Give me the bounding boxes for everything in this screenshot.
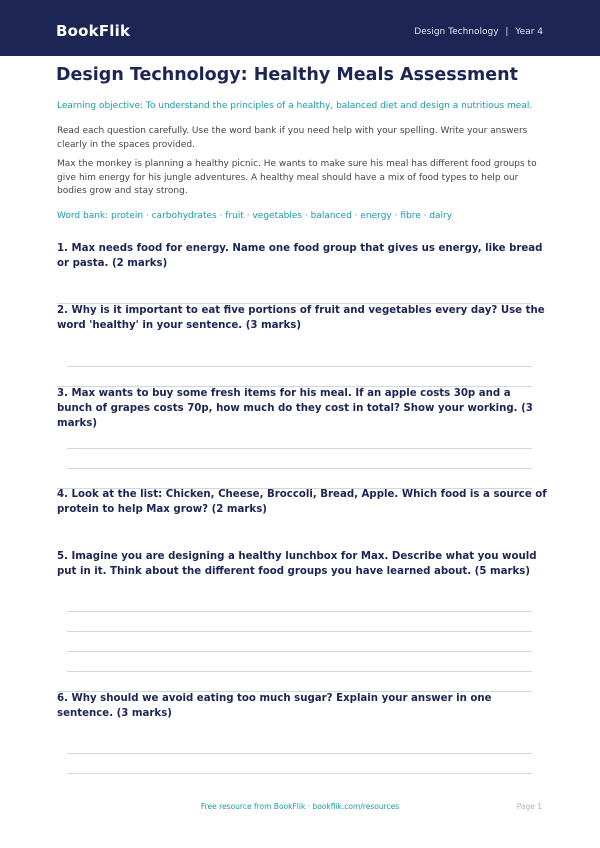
- answer-line[interactable]: [67, 753, 532, 754]
- header-year: Year 4: [515, 27, 543, 37]
- learning-objective: Learning objective: To understand the principles of a healthy, balanced diet and design a nutritious meal.: [57, 101, 533, 111]
- answer-line[interactable]: [67, 611, 532, 612]
- answer-line[interactable]: [67, 671, 532, 672]
- answer-line[interactable]: [67, 773, 532, 774]
- header-meta: [414, 27, 543, 37]
- instructions-paragraph: Read each question carefully. Use the word bank if you need help with your spelling. Write your answers clearly in the spaces provided.: [57, 126, 528, 150]
- question-1: 1. Max needs food for energy. Name one food group that gives us energy, like bread or pasta. (2 marks): [57, 243, 543, 269]
- answer-line[interactable]: [67, 366, 532, 367]
- answer-line[interactable]: [67, 448, 532, 449]
- question-6: 6. Why should we avoid eating too much sugar? Explain your answer in one sentence. (3 marks): [57, 693, 492, 719]
- answer-line[interactable]: [67, 468, 532, 469]
- word-bank: Word bank: protein · carbohydrates · fruit · vegetables · balanced · energy · fibre · dairy: [57, 211, 453, 221]
- question-5: 5. Imagine you are designing a healthy lunchbox for Max. Describe what you would put in it. Think about the different food groups you have learned about. (5 marks): [57, 551, 537, 577]
- page-header: [0, 0, 600, 56]
- question-4: 4. Look at the list: Chicken, Cheese, Broccoli, Bread, Apple. Which food is a source of protein to help Max grow? (2 marks): [57, 489, 547, 515]
- answer-line[interactable]: [67, 651, 532, 652]
- header-separator: |: [505, 27, 509, 37]
- page-number: Page 1: [516, 802, 542, 811]
- question-3: 3. Max wants to buy some fresh items for his meal. If an apple costs 30p and a bunch of grapes costs 70p, how much do they cost in total? Show your working. (3 marks): [57, 388, 533, 429]
- header-subject: Design Technology: [414, 27, 499, 37]
- intro-paragraph: Max the monkey is planning a healthy picnic. He wants to make sure his meal has different food groups to give him energy for his jungle adventures. A healthy meal should have a mix of food types to help our bodies grow and stay strong.: [57, 159, 537, 196]
- question-2: 2. Why is it important to eat five portions of fruit and vegetables every day? Use the word 'healthy' in your sentence. (3 marks): [57, 305, 545, 331]
- footer-source[interactable]: Free resource from BookFlik · bookflik.com/resources: [200, 802, 400, 811]
- page-title: Design Technology: Healthy Meals Assessment: [56, 65, 518, 85]
- brand-logo-text: BookFlik: [56, 22, 131, 40]
- answer-line[interactable]: [67, 631, 532, 632]
